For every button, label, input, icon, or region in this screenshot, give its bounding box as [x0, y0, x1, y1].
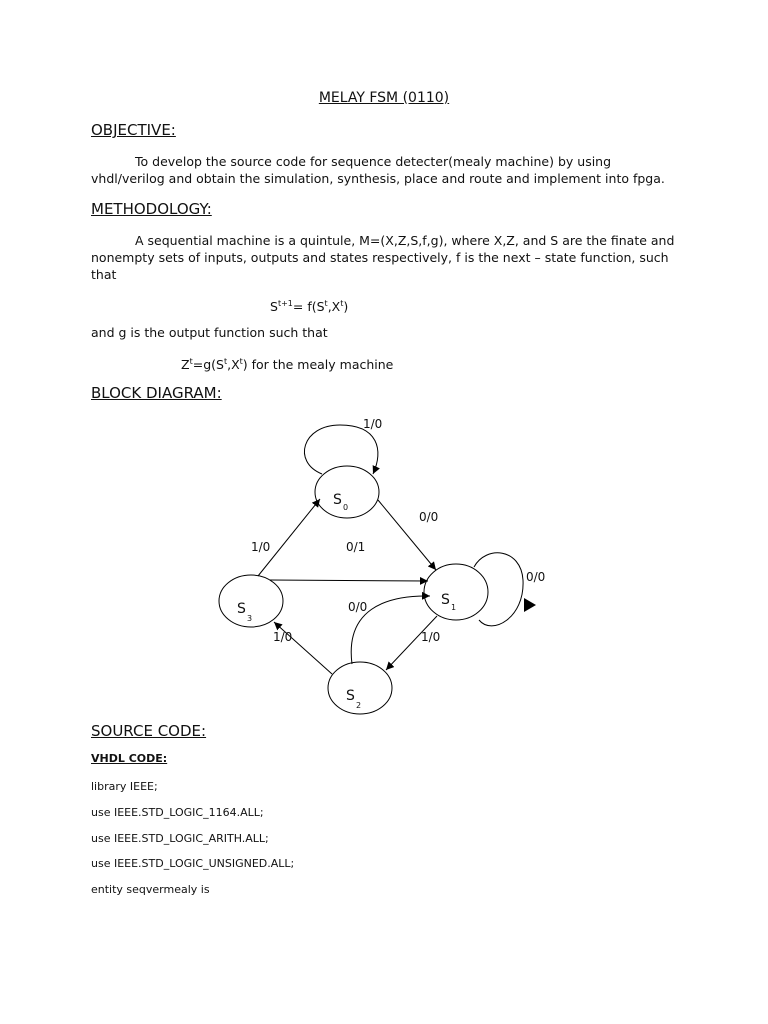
state-s1-sub: 1 [451, 603, 457, 612]
state-s2 [328, 662, 392, 714]
objective-heading: OBJECTIVE: [91, 121, 176, 139]
source-code-heading: SOURCE CODE: [91, 722, 207, 740]
eq2-sup2: t [239, 357, 243, 366]
eq1-end: ) [343, 299, 349, 314]
methodology-line-4: and g is the output function such that [91, 325, 328, 340]
label-s1-s2: 1/0 [421, 630, 441, 644]
eq2-mid: =g(S [192, 357, 224, 372]
state-s0-name: S [333, 492, 342, 508]
eq1-sup2: t [340, 299, 344, 308]
transition-s3-s0 [258, 499, 320, 576]
label-s0-s1: 0/0 [419, 510, 439, 524]
eq2-mid2: ,X [227, 357, 240, 372]
eq2-lhs: Z [181, 357, 190, 372]
state-s3 [219, 575, 283, 627]
document-title: MELAY FSM (0110) [318, 90, 450, 106]
code-line: entity seqvermealy is [91, 883, 210, 896]
code-line: use IEEE.STD_LOGIC_ARITH.ALL; [91, 832, 269, 845]
eq1-lhs: S [270, 299, 278, 314]
label-s3-s1: 0/1 [346, 540, 366, 554]
label-s0-self: 1/0 [363, 417, 383, 431]
code-line: use IEEE.STD_LOGIC_UNSIGNED.ALL; [91, 857, 295, 870]
transition-s3-s1 [270, 580, 428, 581]
state-s2-name: S [346, 688, 355, 704]
eq1-mid: = f(S [292, 299, 325, 314]
state-s3-sub: 3 [247, 614, 253, 623]
vhdl-code-heading: VHDL CODE: [91, 752, 168, 765]
transition-s1-self [474, 553, 523, 626]
block-diagram-heading: BLOCK DIAGRAM: [91, 384, 222, 402]
label-s3-s0: 1/0 [251, 540, 271, 554]
state-s0 [315, 466, 379, 518]
label-s1-self: 0/0 [526, 570, 546, 584]
eq1-lhs-sup: t+1 [277, 299, 293, 308]
methodology-line-2: nonempty sets of inputs, outputs and states respectively, f is the next – state function, such [91, 250, 669, 265]
objective-line-2: vhdl/verilog and obtain the simulation, synthesis, place and route and implement into fpga. [91, 171, 665, 186]
state-s3-name: S [237, 601, 246, 617]
code-line: library IEEE; [91, 780, 158, 793]
eq1-mid2: ,X [327, 299, 341, 314]
eq2-sup1: t [223, 357, 228, 366]
label-s2-s3: 1/0 [273, 630, 293, 644]
methodology-line-3: that [91, 267, 117, 282]
eq2-lhs-sup: t [189, 357, 193, 366]
code-line: use IEEE.STD_LOGIC_1164.ALL; [91, 806, 264, 819]
methodology-heading: METHODOLOGY: [91, 200, 212, 218]
state-s2-sub: 2 [356, 701, 362, 710]
state-s0-sub: 0 [343, 503, 349, 512]
objective-line-1: To develop the source code for sequence detecter(mealy machine) by using [135, 154, 612, 169]
eq2-end: ) for the mealy machine [242, 357, 394, 372]
eq1-sup1: t [324, 299, 328, 308]
methodology-line-1: A sequential machine is a quintule, M=(X,Z,S,f,g), where X,Z, and S are the finate and [135, 233, 675, 248]
state-s1 [424, 564, 488, 620]
s1-self-arrowhead [524, 598, 536, 612]
state-s1-name: S [441, 592, 450, 608]
label-s2-s1: 0/0 [348, 600, 368, 614]
